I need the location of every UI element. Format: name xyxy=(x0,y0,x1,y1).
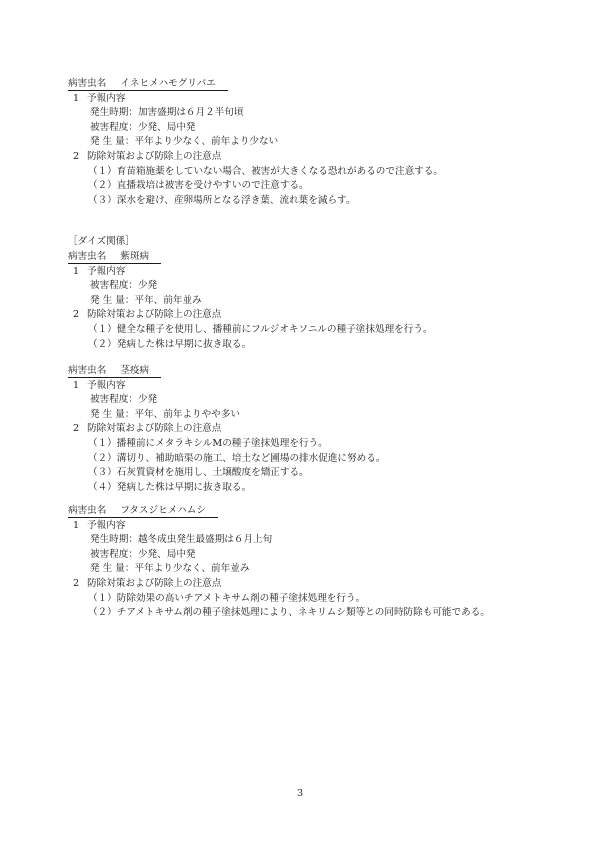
forecast-line: 発 生 量：平年、前年よりやや多い xyxy=(90,408,241,420)
control-item-text: 石灰質資材を施用し、土壌酸度を矯正する。 xyxy=(116,467,309,479)
control-item-text: 直播栽培は被害を受けやすいので注意する。 xyxy=(116,180,309,192)
control-item-text: 発病した株は早期に抜き取る。 xyxy=(116,481,252,493)
category-heading: ［ダイズ関係］ xyxy=(68,236,135,247)
forecast-line: 発 生 量：平年より少なく、前年より少ない xyxy=(90,136,279,148)
control-item-text: 発病した株は早期に抜き取る。 xyxy=(116,338,252,350)
control-item-text: 深水を避け、産卵場所となる浮き葉、流れ葉を減らす。 xyxy=(116,194,356,206)
pest-name-heading xyxy=(68,77,228,91)
pest-label: 病害虫名 xyxy=(68,365,107,376)
control-item-text: 防除効果の高いチアメトキサム剤の種子塗抹処理を行う。 xyxy=(116,592,366,604)
control-item-text: チアメトキサム剤の種子塗抹処理により、ネキリムシ類等との同時防除も可能である。 xyxy=(116,607,490,619)
control-item-label: （２） xyxy=(88,607,117,619)
control-heading xyxy=(68,577,568,592)
heading-text: 防除対策および防除上の注意点 xyxy=(87,577,222,589)
forecast-line: 被害程度：少発 xyxy=(90,280,158,292)
pest-name-heading xyxy=(68,364,161,378)
control-item xyxy=(68,179,568,194)
item-number: 2 xyxy=(72,577,80,589)
forecast-heading xyxy=(68,92,568,107)
control-item xyxy=(68,452,568,467)
control-item-label: （２） xyxy=(88,452,117,464)
forecast-line: 被害程度：少発、局中発 xyxy=(90,121,196,133)
control-item xyxy=(68,466,568,481)
forecast-line: 被害程度：少発、局中発 xyxy=(90,548,196,560)
item-number: 2 xyxy=(72,309,80,321)
heading-text: 予報内容 xyxy=(87,92,126,104)
forecast-heading xyxy=(68,265,568,280)
item-number: 2 xyxy=(72,150,80,162)
item-number: 1 xyxy=(72,379,80,391)
control-item-label: （２） xyxy=(88,180,117,192)
control-item xyxy=(68,437,568,452)
pest-label: 病害虫名 xyxy=(68,78,107,89)
forecast-line: 被害程度：少発 xyxy=(90,394,158,406)
forecast-line: 発 生 量：平年、前年並み xyxy=(90,294,202,306)
pest-section-3 xyxy=(68,364,568,495)
control-item xyxy=(68,165,568,180)
control-item xyxy=(68,194,568,209)
forecast-line: 発生時期：加害盛期は６月２半旬頃 xyxy=(90,107,244,119)
pest-label: 病害虫名 xyxy=(68,251,107,262)
control-item xyxy=(68,592,568,607)
control-item-text: 溝切り、補助暗渠の施工、培土など圃場の排水促進に努める。 xyxy=(116,452,386,464)
control-item xyxy=(68,606,568,621)
pest-name: 紫斑病 xyxy=(120,251,150,262)
control-item-label: （１） xyxy=(88,165,117,177)
control-item-label: （２） xyxy=(88,338,117,350)
control-heading xyxy=(68,308,568,323)
control-item-text: 育苗箱施薬をしていない場合、被害が大きくなる恐れがあるので注意する。 xyxy=(116,165,443,177)
item-number: 1 xyxy=(72,92,80,104)
control-item xyxy=(68,481,568,496)
item-number: 1 xyxy=(72,265,80,277)
heading-text: 防除対策および防除上の注意点 xyxy=(87,150,222,162)
pest-section-1 xyxy=(68,77,568,208)
pest-section-4 xyxy=(68,504,568,621)
forecast-line: 発 生 量：平年より少なく、前年並み xyxy=(90,563,250,575)
control-item-label: （３） xyxy=(88,194,117,206)
control-item xyxy=(68,323,568,338)
pest-name: フタスジヒメハムシ xyxy=(120,505,206,516)
control-item xyxy=(68,338,568,353)
forecast-heading xyxy=(68,379,568,394)
control-item-label: （３） xyxy=(88,467,117,479)
heading-text: 予報内容 xyxy=(87,265,126,277)
item-number: 2 xyxy=(72,423,80,435)
pest-name-heading xyxy=(68,250,161,264)
heading-text: 予報内容 xyxy=(87,379,126,391)
control-item-label: （１） xyxy=(88,323,117,335)
pest-name: イネヒメハモグリバエ xyxy=(120,78,216,89)
pest-label: 病害虫名 xyxy=(68,505,107,516)
heading-text: 防除対策および防除上の注意点 xyxy=(87,309,222,321)
control-heading xyxy=(68,150,568,165)
heading-text: 防除対策および防除上の注意点 xyxy=(87,423,222,435)
control-item-label: （１） xyxy=(88,437,117,449)
control-item-text: 播種前にメタラキシルMの種子塗抹処理を行う。 xyxy=(116,437,328,449)
forecast-heading xyxy=(68,519,568,534)
heading-text: 予報内容 xyxy=(87,519,126,531)
item-number: 1 xyxy=(72,519,80,531)
pest-name: 茎疫病 xyxy=(120,365,150,376)
pest-name-heading xyxy=(68,504,218,518)
page-number: 3 xyxy=(296,788,304,799)
forecast-line: 発生時期：越冬成虫発生最盛期は６月上旬 xyxy=(90,534,273,546)
pest-section-2 xyxy=(68,250,568,352)
soy-section-heading xyxy=(68,235,568,250)
control-heading xyxy=(68,422,568,437)
control-item-label: （１） xyxy=(88,592,117,604)
control-item-label: （４） xyxy=(88,481,117,493)
control-item-text: 健全な種子を使用し、播種前にフルジオキソニルの種子塗抹処理を行う。 xyxy=(116,323,433,335)
